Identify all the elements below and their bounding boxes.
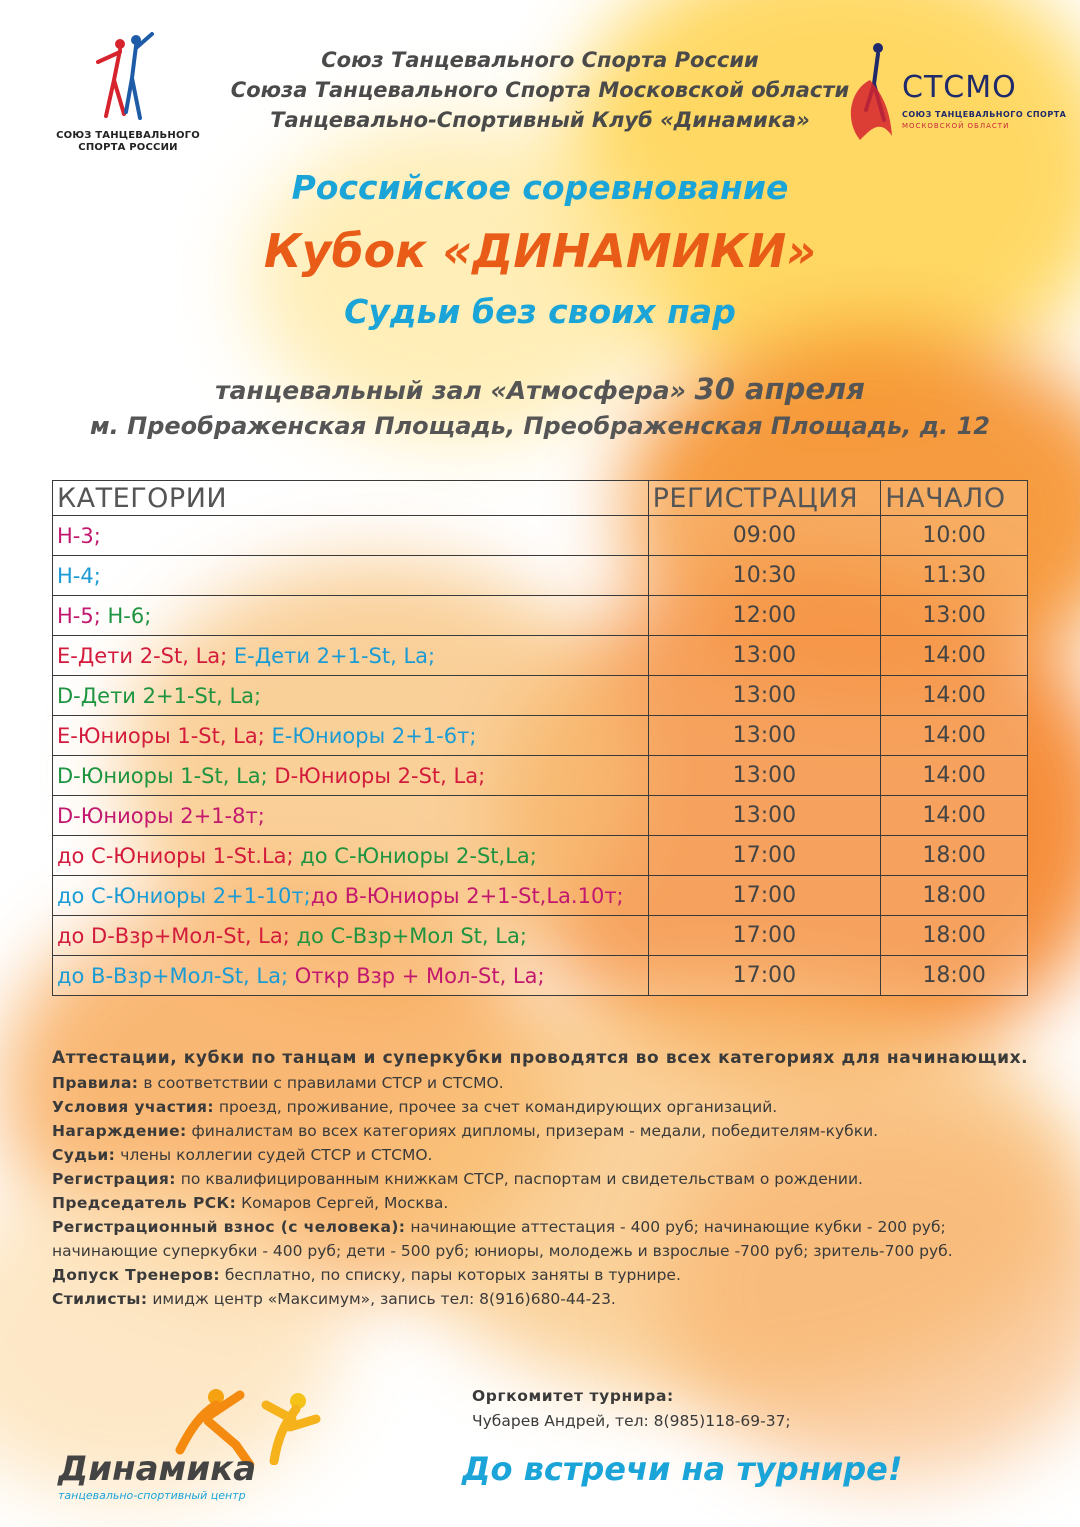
stsmo-sub2: МОСКОВСКОЙ ОБЛАСТИ — [902, 122, 1010, 130]
venue-address: м. Преображенская Площадь, Преображенская Площадь, д. 12 — [90, 412, 990, 440]
info-lead: Аттестации, кубки по танцам и суперкубки проводятся во всех категориях для начинающих. — [52, 1048, 1029, 1068]
stsmo-sub1: СОЮЗ ТАНЦЕВАЛЬНОГО СПОРТА — [902, 110, 1067, 119]
schedule-row — [53, 636, 1028, 676]
info-item-text: начинающие аттестация - 400 руб; начинающие кубки - 200 руб; начинающие суперкубки - 400 руб; дети - 500 руб; юниоры, молодежь и взрослые -700 руб; зритель-700 руб. — [52, 1218, 953, 1260]
registration-time: 13:00 — [648, 716, 881, 756]
start-time: 13:00 — [881, 596, 1028, 636]
schedule-row — [53, 836, 1028, 876]
start-time: 18:00 — [881, 916, 1028, 956]
info-items — [52, 1071, 1032, 1311]
start-time: 10:00 — [881, 516, 1028, 556]
schedule-row — [53, 756, 1028, 796]
info-item — [52, 1119, 1032, 1143]
info-item — [52, 1071, 1032, 1095]
start-time: 14:00 — [881, 756, 1028, 796]
info-item-text: по квалифицированным книжкам СТСР, паспортам и свидетельствам о рождении. — [175, 1170, 863, 1188]
category-label: Н-5; — [57, 603, 101, 628]
category-label: D-Юниоры 2-St, La; — [267, 763, 486, 788]
category-label: Н-6; — [100, 603, 152, 628]
info-item-label: Председатель РСК: — [52, 1194, 237, 1212]
registration-time: 12:00 — [648, 596, 881, 636]
event-name-title: Кубок «ДИНАМИКИ» — [263, 224, 817, 278]
registration-time: 17:00 — [648, 876, 881, 916]
start-time: 18:00 — [881, 956, 1028, 996]
header-category: КАТЕГОРИИ — [53, 481, 649, 516]
dancers-icon — [48, 30, 208, 130]
registration-time: 10:30 — [648, 556, 881, 596]
schedule-row — [53, 556, 1028, 596]
start-time: 14:00 — [881, 676, 1028, 716]
category-cell — [53, 796, 649, 836]
info-block — [52, 1046, 1032, 1311]
venue-hall: танцевальный зал «Атмосфера» — [215, 376, 686, 405]
schedule-header-row — [53, 481, 1028, 516]
registration-time: 17:00 — [648, 836, 881, 876]
start-time: 14:00 — [881, 636, 1028, 676]
org-line-1: Союз Танцевального Спорта России — [321, 48, 759, 72]
schedule-row — [53, 596, 1028, 636]
header-start: НАЧАЛО — [881, 481, 1028, 516]
closing-slogan: До встречи на турнире! — [462, 1450, 903, 1488]
schedule-row — [53, 676, 1028, 716]
schedule-row — [53, 716, 1028, 756]
info-item-text: Комаров Сергей, Москва. — [236, 1194, 449, 1212]
union-logo — [48, 30, 208, 160]
info-item-label: Стилисты: — [52, 1290, 148, 1308]
info-item-text: проезд, проживание, прочее за счет командирующих организаций. — [213, 1098, 778, 1116]
category-cell — [53, 676, 649, 716]
category-cell — [53, 916, 649, 956]
registration-time: 13:00 — [648, 796, 881, 836]
category-cell — [53, 636, 649, 676]
category-label: до С-Юниоры 1-St.La; — [57, 843, 294, 868]
category-label: D-Юниоры 2+1-8т; — [57, 803, 265, 828]
start-time: 14:00 — [881, 796, 1028, 836]
org-line-3: Танцевально-Спортивный Клуб «Динамика» — [270, 108, 810, 132]
venue-line — [0, 372, 1080, 406]
schedule-row — [53, 916, 1028, 956]
start-time: 11:30 — [881, 556, 1028, 596]
info-item — [52, 1167, 1032, 1191]
category-cell — [53, 956, 649, 996]
info-item-text: члены коллегии судей СТСР и СТСМО. — [115, 1146, 433, 1164]
dinamika-logo — [40, 1375, 340, 1505]
committee-contact: Чубарев Андрей, тел: 8(985)118-69-37; — [472, 1412, 791, 1430]
category-label: Е-Юниоры 1-St, La; — [57, 723, 265, 748]
category-cell — [53, 516, 649, 556]
stsmo-logo — [840, 40, 1067, 150]
category-label: Н-4; — [57, 563, 101, 588]
union-logo-line2: СПОРТА РОССИИ — [78, 142, 178, 153]
category-label: D-Дети 2+1-St, La; — [57, 683, 262, 708]
category-cell — [53, 756, 649, 796]
dancer-couple-icon — [840, 40, 910, 150]
category-cell — [53, 596, 649, 636]
info-item-label: Судьи: — [52, 1146, 116, 1164]
category-label: до С-Юниоры 2-St,La; — [293, 843, 537, 868]
schedule-row — [53, 876, 1028, 916]
registration-time: 09:00 — [648, 516, 881, 556]
info-item-label: Нагарждение: — [52, 1122, 187, 1140]
category-label: до В-Взр+Мол-St, La; — [57, 963, 289, 988]
category-cell — [53, 556, 649, 596]
schedule-table — [52, 480, 1028, 996]
info-item — [52, 1287, 1032, 1311]
header-registration: РЕГИСТРАЦИЯ — [648, 481, 881, 516]
category-cell — [53, 716, 649, 756]
info-item-label: Правила: — [52, 1074, 139, 1092]
event-date: 30 апреля — [694, 372, 865, 406]
info-item — [52, 1215, 1032, 1263]
category-cell — [53, 876, 649, 916]
start-time: 14:00 — [881, 716, 1028, 756]
stsmo-brand: СТСМО — [902, 70, 1017, 105]
category-label: Е-Юниоры 2+1-6т; — [264, 723, 477, 748]
registration-time: 17:00 — [648, 916, 881, 956]
registration-time: 17:00 — [648, 956, 881, 996]
registration-time: 13:00 — [648, 636, 881, 676]
schedule-row — [53, 956, 1028, 996]
info-item-text: бесплатно, по списку, пары которых заняты в турнире. — [219, 1266, 681, 1284]
info-item-text: в соответствии с правилами СТСР и СТСМО. — [138, 1074, 504, 1092]
schedule-body — [53, 516, 1028, 996]
category-label: Откр Взр + Мол-St, La; — [288, 963, 545, 988]
info-item-label: Регистрация: — [52, 1170, 176, 1188]
info-item-text: имидж центр «Максимум», запись тел: 8(916)680-44-23. — [147, 1290, 616, 1308]
info-item-text: финалистам во всех категориях дипломы, призерам - медали, победителям-кубки. — [186, 1122, 879, 1140]
info-item-label: Условия участия: — [52, 1098, 214, 1116]
info-item — [52, 1191, 1032, 1215]
category-cell — [53, 836, 649, 876]
info-item-label: Допуск Тренеров: — [52, 1266, 220, 1284]
info-item — [52, 1095, 1032, 1119]
organizing-committee — [472, 1384, 1032, 1434]
union-logo-line1: СОЮЗ ТАНЦЕВАЛЬНОГО — [56, 130, 200, 141]
registration-time: 13:00 — [648, 756, 881, 796]
dinamika-logo-tag: танцевально-спортивный центр — [58, 1489, 246, 1502]
category-label: D-Юниоры 1-St, La; — [57, 763, 268, 788]
info-item — [52, 1143, 1032, 1167]
registration-time: 13:00 — [648, 676, 881, 716]
dinamika-logo-name: Динамика — [58, 1449, 257, 1489]
category-label: до В-Юниоры 2+1-St,La.10т; — [310, 883, 624, 908]
event-subtitle: Судьи без своих пар — [344, 292, 736, 331]
info-item — [52, 1263, 1032, 1287]
event-type-title: Российское соревнование — [291, 168, 789, 207]
category-label: Н-3; — [57, 523, 101, 548]
category-label: Е-Дети 2+1-St, La; — [227, 643, 436, 668]
category-label: до D-Взр+Мол-St, La; — [57, 923, 290, 948]
category-label: до С-Взр+Мол St, La; — [289, 923, 527, 948]
start-time: 18:00 — [881, 836, 1028, 876]
org-line-2: Союза Танцевального Спорта Московской области — [230, 78, 850, 102]
start-time: 18:00 — [881, 876, 1028, 916]
category-label: Е-Дети 2-St, La; — [57, 643, 228, 668]
category-label: до С-Юниоры 2+1-10т; — [57, 883, 311, 908]
info-item-label: Регистрационный взнос (с человека): — [52, 1218, 406, 1236]
schedule-row — [53, 516, 1028, 556]
schedule-row — [53, 796, 1028, 836]
committee-title: Оргкомитет турнира: — [472, 1387, 674, 1405]
